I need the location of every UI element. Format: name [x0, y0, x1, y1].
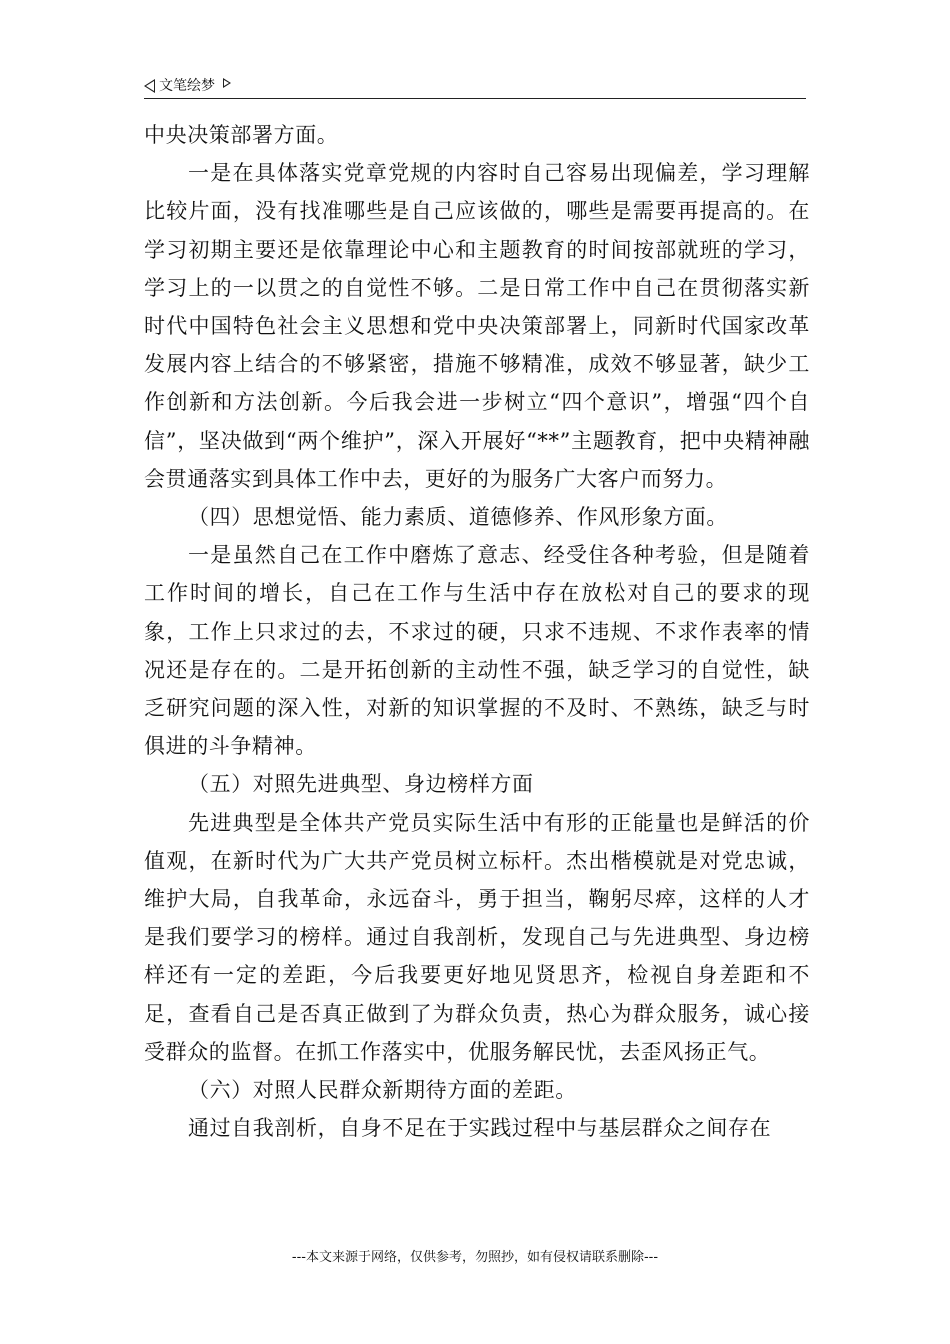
- section-heading: （五）对照先进典型、身边榜样方面: [188, 772, 534, 797]
- paragraph: 一是虽然自己在工作中磨炼了意志、经受住各种考验，但是随着工作时间的增长，自己在工作与生活中存在放松对自己的要求的现象，工作上只求过的去，不求过的硬，只求不违规、不求作表率的情况还是存在的。二是开拓创新的主动性不强，缺乏学习的自觉性，缺乏研究问题的深入性，对新的知识掌握的不及时、不熟练，缺乏与时俱进的斗争精神。: [144, 543, 810, 759]
- triangle-left-icon: [144, 79, 155, 93]
- triangle-right-icon: [223, 78, 231, 88]
- paragraph-continuation: 中央决策部署方面。: [144, 123, 339, 147]
- paragraph: 先进典型是全体共产党员实际生活中有形的正能量也是鲜活的价值观，在新时代为广大共产党员树立标杆。杰出楷模就是对党忠诚，维护大局，自我革命，永远奋斗，勇于担当，鞠躬尽瘁，这样的人才是我们要学习的榜样。通过自我剖析，发现自己与先进典型、身边榜样还有一定的差距，今后我要更好地见贤思齐，检视自身差距和不足，查看自己是否真正做到了为群众负责，热心为群众服务，诚心接受群众的监督。在抓工作落实中，优服务解民忧，去歪风扬正气。: [144, 810, 810, 1064]
- paragraph: 通过自我剖析，自身不足在于实践过程中与基层群众之间存在: [188, 1116, 772, 1141]
- page-header: [144, 74, 806, 99]
- section-heading: （六）对照人民群众新期待方面的差距。: [188, 1078, 577, 1103]
- document-body: [144, 116, 810, 1147]
- header-title: 文笔绘梦: [159, 78, 215, 94]
- section-heading: （四）思想觉悟、能力素质、道德修养、作风形象方面。: [188, 505, 728, 530]
- paragraph: 一是在具体落实党章党规的内容时自己容易出现偏差，学习理解比较片面，没有找准哪些是自己应该做的，哪些是需要再提高的。在学习初期主要还是依靠理论中心和主题教育的时间按部就班的学习，学习上的一以贯之的自觉性不够。二是日常工作中自己在贯彻落实新时代中国特色社会主义思想和党中央决策部署上，同新时代国家改革发展内容上结合的不够紧密，措施不够精准，成效不够显著，缺少工作创新和方法创新。今后我会进一步树立“四个意识”，增强“四个自信”，坚决做到“两个维护”，深入开展好“**”主题教育，把中央精神融会贯通落实到具体工作中去，更好的为服务广大客户而努力。: [144, 161, 810, 491]
- footer-notice: ---本文来源于网络，仅供参考，勿照抄，如有侵权请联系删除---: [291, 1250, 659, 1265]
